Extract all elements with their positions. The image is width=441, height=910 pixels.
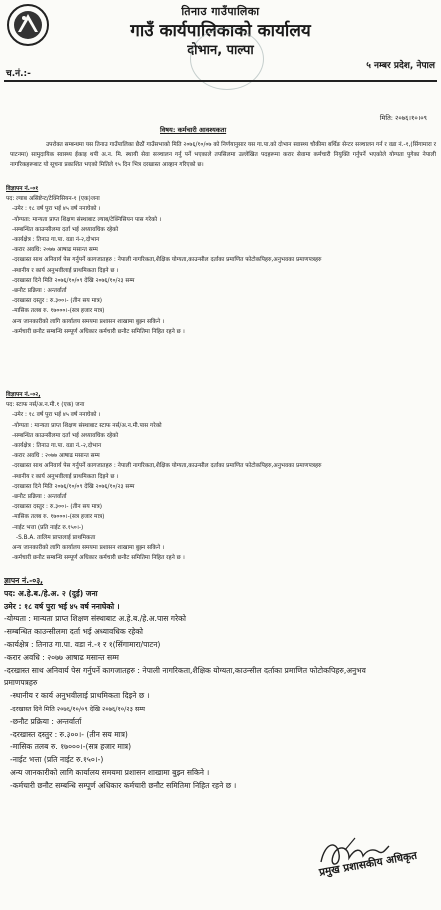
section-heading: विज्ञापन नं.-०२,	[6, 392, 41, 398]
section-line: -करार अवधि : २०७७ आषाढ मसान्त सम्म	[4, 652, 119, 662]
section-line: पद: स्टाफ नर्स/अ.न.मी.१ (एक) जना	[6, 402, 85, 409]
section-line: -कार्यक्षेत्र : तिनाउ गा.पा. वडा नं.-१ र १(सिंगामारा/पाटन)	[4, 639, 161, 649]
vacancy-section-2	[6, 390, 436, 563]
section-line: -दरखास्त दस्तुर : रु.३००।- (तीन सय मात्र)	[12, 298, 102, 305]
office-name: गाउँ कार्यपालिकाको कार्यालय	[130, 21, 311, 41]
section-line: -सम्बन्धित काउन्सीलमा दर्ता भई अध्यावधिक रहेको	[12, 432, 119, 439]
org-name: तिनाउ गाउँपालिका	[181, 5, 260, 18]
section-line: -दरखास्त दस्तुर : रु.३००।- (तीन सय मात्र)	[10, 729, 128, 739]
section-line: -दरखास्त दिने मिति २०७६/१०/०९ देखि २०७६/१०/२३ सम्म	[12, 483, 135, 490]
letter-date: मिति: २०७६।१०।०९	[379, 114, 427, 122]
section-line: -स्थानीय र कार्य अनुभवीलाई प्राथमिकता दिइने छ ।	[12, 473, 119, 480]
section-line: -उमेर : १८ वर्ष पुरा भई ४५ वर्ष ननाघेको ।	[12, 412, 101, 419]
section-line: -कर्मचारी छनौट सम्बन्धि सम्पूर्ण अधिकार कर्मचारी छनौट समितिमा निहित रहने छ ।	[10, 780, 237, 790]
section-line: -सम्बन्धित काउन्सीलमा दर्ता भई अध्यावधिक रहेको	[12, 226, 119, 233]
section-line: -कर्मचारी छनौट सम्बन्धि सम्पूर्ण अधिकार कर्मचारी छनौट समितिमा निहित रहने छ ।	[12, 328, 185, 335]
section-line: अन्य जानकारीको लागि कार्यालय समयमा प्रशासन शाखामा बुझ्न सकिने ।	[12, 545, 165, 552]
section-line: पद: ल्याब असिष्टेन्ट/टेक्निसियन-१ (एक)जना	[6, 196, 100, 203]
section-line: -योग्यता : मान्यता प्राप्त शिक्षण संस्थाबाट स्टाफ नर्स/अ.न.मी.पास गरेको	[12, 422, 162, 429]
section-line: -दरखास्त साथ अनिवार्य पेस गर्नुपर्ने कागजातहरु : नेपाली नागरिकता,शैक्षिक योग्यता,काउन्सील दर्ताका प्रमाणित फोटोकपिहरु,अनुभवका प्रमाणपत्रहरु	[12, 463, 322, 470]
section-line: -उमेर : १८ वर्ष पुरा भई ४५ वर्ष ननाघेको ।	[12, 206, 101, 213]
section-heading: ज्ञापन नं.-०३,	[4, 576, 44, 585]
section-line: -करार अवधि: २०७७ आषाढ मसान्त सम्म	[12, 247, 98, 254]
section-line: अन्य जानकारीको लागि कार्यालय समयमा प्रशासन शाखामा बुझ्न सकिने ।	[10, 767, 210, 777]
section-line: -सम्बन्धित काउन्सीलमा दर्ता भई अध्यावधिक रहेको	[4, 627, 144, 637]
section-line: -योग्यता: मान्यता प्राप्त शिक्षण संस्थाबाट ल्याब/टेक्निसियन पास गरेको ।	[12, 216, 162, 223]
section-line: उमेर : १८ वर्ष पुरा भई ४५ वर्ष ननाघेको ।	[4, 601, 120, 611]
section-line: -दरखास्त दस्तुर : रु.३००।- (तीन सय मात्र)	[12, 504, 102, 511]
section-line: -नाईट भत्ता (प्रति नाईट रु.१५०।-)	[10, 755, 104, 765]
section-line: प्रमाणपत्रहरु	[4, 678, 38, 688]
signatory-title: प्रमुख प्रशासकीय अधिकृत	[318, 849, 418, 879]
section-line: -नाईट भत्ता (प्रति नाईट रु.१५०।-)	[12, 524, 84, 531]
section-line: -कर्मचारी छनौट सम्बन्धि सम्पूर्ण अधिकार कर्मचारी छनौट समितिमा निहित रहने छ ।	[12, 555, 185, 562]
section-line: -कार्यक्षेत्र : तिनाउ गा.पा. वडा नं-२,दोभान	[12, 237, 100, 244]
section-line: -स्थानीय र कार्य अनुभवीलाई प्राथमिकता दिइने छ ।	[12, 267, 119, 274]
office-place: दोभान, पाल्पा	[187, 43, 254, 58]
letter-subject: विषय: कर्मचारी आवश्यकता	[160, 126, 227, 134]
section-line: -करार अवधि : २०७७ आषाढ मसान्त सम्म	[12, 453, 100, 460]
section-line: -मासिक तलब रु. १७०००।-(सत्र हजार मात्र)	[12, 308, 105, 315]
section-line: अन्य जानकारीको लागि कार्यालय समयमा प्रशासन शाखामा बुझ्न सकिने ।	[12, 318, 165, 325]
section-line: -योग्यता : मान्यता प्राप्त शिक्षण संस्थाबाट अ.हे.ब./हे.अ.पास गरेको	[4, 614, 186, 624]
section-line: -छनौट प्रक्रिया : अन्तर्वार्ता	[10, 716, 82, 726]
section-line: पद: अ.हे.ब./हे.अ. २ (दुई) जना	[4, 588, 98, 598]
section-line: -कार्यक्षेत्र : तिनाउ गा.पा. वडा नं.-२,दोभान	[12, 443, 102, 450]
province-label: ५ नम्बर प्रदेश, नेपाल	[366, 61, 435, 71]
section-line: -दरखास्त दिने मिति २०७६/१०/०९ देखि २०७६/१०/२३ सम्म	[12, 277, 135, 284]
section-line: -S.B.A. तालिम प्राप्तलाई प्राथमिकता	[16, 534, 96, 541]
section-line: -दरखास्त साथ अनिवार्य पेस गर्नुपर्ने कागजातहरु : नेपाली नागरिकता,शैक्षिक योग्यता,काउन्सील दर्ताका प्रमाणित फोटोकपिहरु,अनुभव	[4, 665, 366, 675]
vacancy-section-3	[4, 575, 440, 793]
section-line: -दरखास्त दिने मिति २०७६/१०/०९ देखि २०७६/१०/२३ सम्म	[10, 704, 145, 713]
section-line: -छनौट प्रक्रिया : अन्तर्वार्ता	[12, 494, 67, 501]
vacancy-section-1	[6, 184, 436, 337]
section-line: -दरखास्त साथ अनिवार्य पेस गर्नुपर्ने कागजातहरु : नेपाली नागरिकता,शैक्षिक योग्यता,काउन्सील दर्ताका प्रमाणित फोटोकपिहरु,अनुभवका प्रमाणपत्रहरु	[12, 257, 322, 264]
section-line: -छनौट प्रक्रिया : अन्तर्वार्ता	[12, 288, 67, 295]
header-divider	[4, 80, 437, 82]
intro-paragraph: उपरोक्त सम्बन्धमा यस तिनाउ गाउँपालिका छैठौं गाउँसभाको मिति २०७६/१०/०७ को निर्णयानुसार यस गा.पा.को दोभान स्वास्थ्य चौकीमा बर्थिङ सेन्टर सञ्चालन गर्न र वडा नं.-१,(सिंगामारा र पाटनमा) सामुदायिक स्वास्थ्य ईकाइ थपी अ.न. मि. स्थायी सेवा सञ्चालन गर्नु पर्ने भएकाले तपसिलमा उल्लेखित पदहरूमा करार सेवामा कर्मचारी नियुक्ति गर्नुपर्ने भएकोले योग्यता पुगेका नेपाली नागरिकहरूबाट यो सूचना प्रकाशित भएको मितिले १५ दिन भित्र दरखास्त आव्हान गरिएको छ।	[10, 142, 436, 168]
section-line: -मासिक तलब रु. १७०००।-(सत्र हजार मात्र)	[10, 742, 132, 752]
reference-number-label: च.नं.:-	[6, 69, 31, 79]
section-line: -स्थानीय र कार्य अनुभवीलाई प्राथमिकता दिइने छ ।	[10, 691, 150, 701]
section-heading: विज्ञापन नं.-०१	[6, 186, 39, 192]
section-line: -मासिक तलब रु. १७०००।-(सत्र हजार मात्र)	[12, 514, 105, 521]
